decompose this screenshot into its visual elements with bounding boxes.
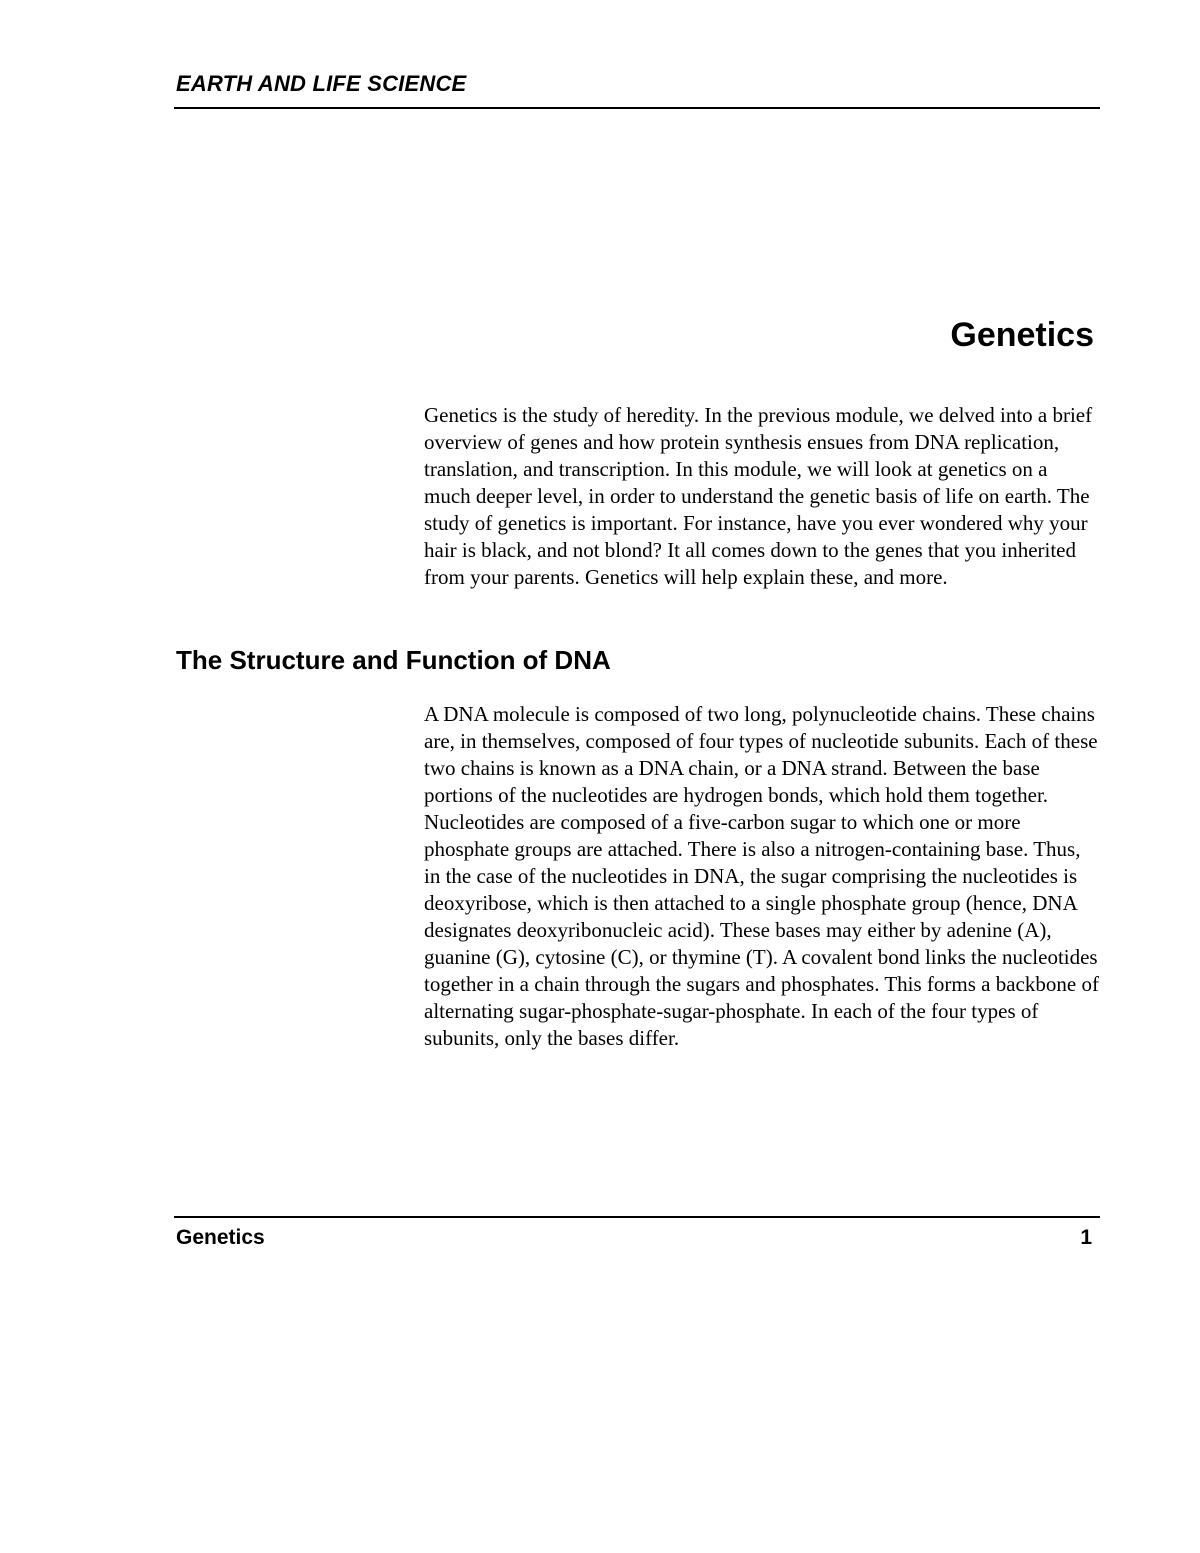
page-number: 1 bbox=[1080, 1226, 1092, 1249]
intro-paragraph: Genetics is the study of heredity. In the previous module, we delved into a brief overview of genes and how protein synthesis ensues from DNA replication, translation, and transcription. In this module, we will look at genetics on a much deeper level, in order to understand the genetic basis of life on earth. The study of genetics is important. For instance, have you ever wondered why your hair is black, and not blond? It all comes down to the genes that you inherited from your parents. Genetics will help explain these, and more. bbox=[424, 403, 1093, 589]
running-header: EARTH AND LIFE SCIENCE bbox=[176, 71, 467, 96]
footer-title: Genetics bbox=[176, 1226, 265, 1249]
chapter-title: Genetics bbox=[950, 316, 1094, 354]
section-heading: The Structure and Function of DNA bbox=[176, 645, 611, 675]
dna-structure-paragraph: A DNA molecule is composed of two long, polynucleotide chains. These chains are, in themselves, composed of four types of nucleotide subunits. Each of these two chains is known as a DNA chain, or a DNA strand. Between the base portions of the nucleotides are hydrogen bonds, which hold them together. Nucleotides are composed of a five-carbon sugar to which one or more phosphate groups are attached. There is also a nitrogen-containing base. Thus, in the case of the nucleotides in DNA, the sugar comprising the nucleotides is deoxyribose, which is then attached to a single phosphate group (hence, DNA designates deoxyribonucleic acid). These bases may either by adenine (A), guanine (G), cytosine (C), or thymine (T). A covalent bond links the nucleotides together in a chain through the sugars and phosphates. This forms a backbone of alternating sugar-phosphate-sugar-phosphate. In each of the four types of subunits, only the bases differ. bbox=[424, 702, 1099, 1050]
footer-rule bbox=[174, 1216, 1100, 1218]
header-rule bbox=[174, 107, 1100, 109]
